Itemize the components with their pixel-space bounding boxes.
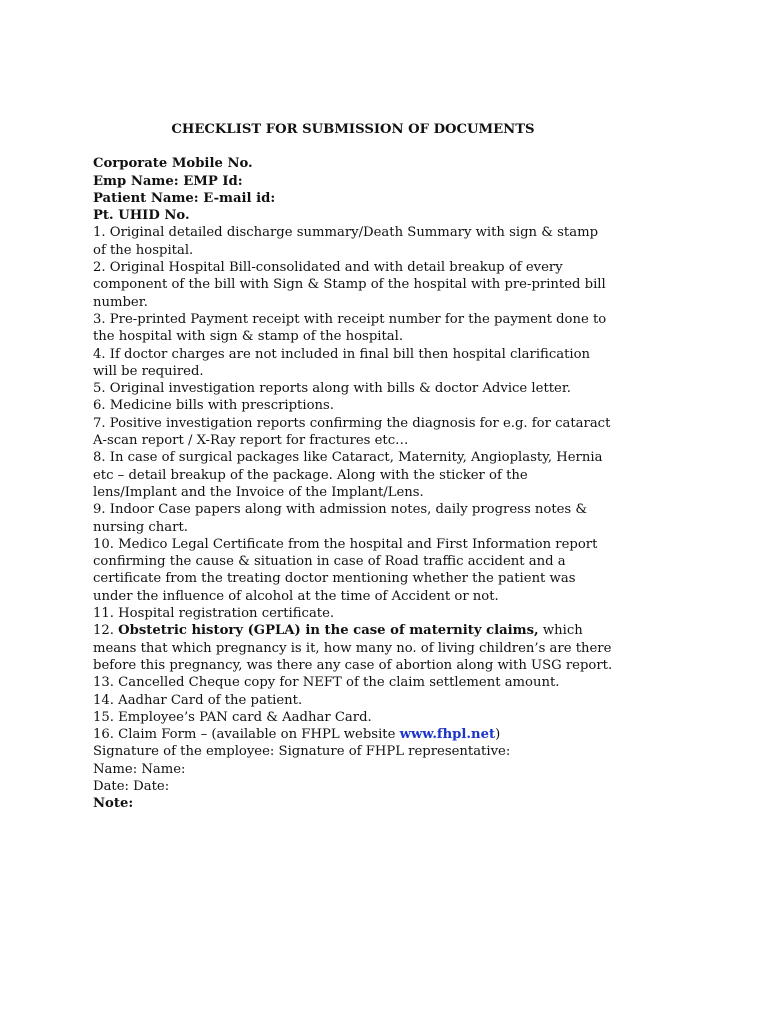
corporate-mobile-field: Corporate Mobile No. xyxy=(93,156,253,172)
note-label: Note: xyxy=(93,796,134,812)
checklist-item-16 xyxy=(93,726,613,743)
document-page xyxy=(93,121,613,813)
checklist-item-2: 2. Original Hospital Bill-consolidated and with detail breakup of every component of the bill with Sign & Stamp of the hospital with pre-printed bill number. xyxy=(93,260,606,310)
fhpl-website-link[interactable]: www.fhpl.net xyxy=(399,727,496,743)
item-16-prefix: 16. Claim Form – (available on FHPL website xyxy=(93,727,400,743)
checklist-item-15: 15. Employee’s PAN card & Aadhar Card. xyxy=(93,709,372,725)
checklist-item-4: 4. If doctor charges are not included in final bill then hospital clarification will be required. xyxy=(93,346,591,379)
signature-line: Signature of the employee: Signature of FHPL representative: xyxy=(93,744,511,760)
checklist-item-3: 3. Pre-printed Payment receipt with receipt number for the payment done to the hospital with sign & stamp of the hospital. xyxy=(93,311,607,345)
checklist-item-9: 9. Indoor Case papers along with admission notes, daily progress notes & nursing chart. xyxy=(93,502,588,535)
checklist-item-14: 14. Aadhar Card of the patient. xyxy=(93,692,303,708)
checklist-item-1: 1. Original detailed discharge summary/Death Summary with sign & stamp of the hospital. xyxy=(93,225,599,258)
item-12-rest: which means that which pregnancy is it, how many no. of living children’s are there before this pregnancy, was there any case of abortion along with USG report. xyxy=(93,623,613,673)
checklist-item-11: 11. Hospital registration certificate. xyxy=(93,606,335,622)
date-line: Date: Date: xyxy=(93,778,170,794)
item-12-prefix: 12. xyxy=(93,623,119,639)
checklist-item-5: 5. Original investigation reports along with bills & doctor Advice letter. xyxy=(93,381,571,397)
item-16-suffix: ) xyxy=(495,727,501,743)
name-line: Name: Name: xyxy=(93,761,186,777)
checklist-item-6: 6. Medicine bills with prescriptions. xyxy=(93,398,334,414)
checklist-item-7: 7. Positive investigation reports confirming the diagnosis for e.g. for cataract A-scan report / X-Ray report for fractures etc… xyxy=(93,415,611,449)
checklist-item-12 xyxy=(93,622,613,674)
item-12-bold-text: Obstetric history (GPLA) in the case of maternity claims, xyxy=(118,623,539,639)
patient-name-field: Patient Name: E-mail id: xyxy=(93,190,276,206)
uhid-field: Pt. UHID No. xyxy=(93,208,190,224)
document-title: CHECKLIST FOR SUBMISSION OF DOCUMENTS xyxy=(171,122,535,137)
checklist-item-8: 8. In case of surgical packages like Cataract, Maternity, Angioplasty, Hernia etc – detail breakup of the package. Along with the sticker of the lens/Implant and the Invoice of the Implant/Lens. xyxy=(93,450,603,500)
checklist-item-10: 10. Medico Legal Certificate from the hospital and First Information report confirming the cause & situation in case of Road traffic accident and a certificate from the treating doctor mentioning whether the patient was under the influence of alcohol at the time of Accident or not. xyxy=(93,536,598,604)
checklist-item-13: 13. Cancelled Cheque copy for NEFT of the claim settlement amount. xyxy=(93,675,560,691)
emp-name-field: Emp Name: EMP Id: xyxy=(93,173,243,189)
